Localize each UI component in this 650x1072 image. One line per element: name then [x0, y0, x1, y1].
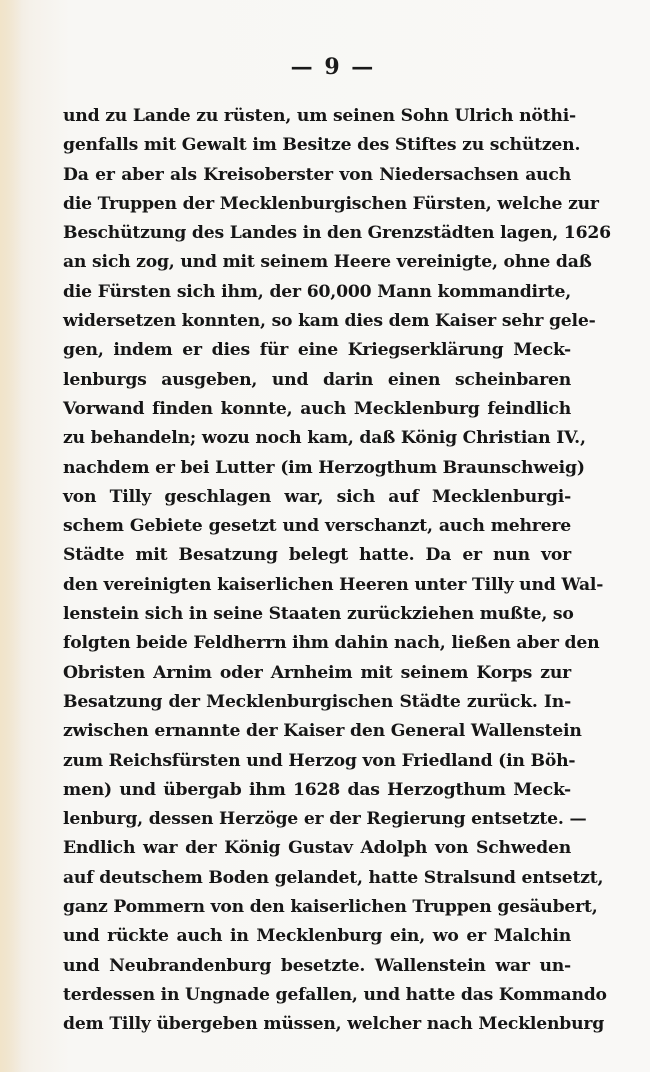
text-line: men) und übergab ihm 1628 das Herzogthum Meck- [63, 779, 571, 800]
text-line: widersetzen konnten, so kam dies dem Kaiser sehr gele- [63, 311, 596, 332]
text-line: folgten beide Feldherrn ihm dahin nach, ließen aber den [63, 633, 600, 654]
text-line: zu behandeln; wozu noch kam, daß König Christian IV., [63, 428, 586, 449]
text-line: die Truppen der Mecklenburgischen Fürsten, welche zur [63, 193, 599, 214]
text-line: Endlich war der König Gustav Adolph von Schweden [63, 838, 571, 859]
text-line: Städte mit Besatzung belegt hatte. Da er nun vor [63, 545, 571, 566]
text-line: und Neubrandenburg besetzte. Wallenstein war un- [63, 955, 571, 976]
text-line: Vorwand finden konnte, auch Mecklenburg feindlich [63, 398, 571, 419]
text-line: Da er aber als Kreisoberster von Niedersachsen auch [63, 164, 571, 185]
text-line: gen, indem er dies für eine Kriegserklärung Meck- [63, 340, 571, 361]
body-text [63, 102, 611, 1040]
text-line: terdessen in Ungnade gefallen, und hatte das Kommando [63, 984, 607, 1005]
text-line: und zu Lande zu rüsten, um seinen Sohn Ulrich nöthi- [63, 106, 576, 126]
text-line: und rückte auch in Mecklenburg ein, wo er Malchin [63, 926, 571, 947]
text-line: ganz Pommern von den kaiserlichen Truppen gesäubert, [63, 897, 598, 918]
text-line: die Fürsten sich ihm, der 60,000 Mann kommandirte, [63, 281, 571, 302]
text-line: lenstein sich in seine Staaten zurückziehen mußte, so [63, 604, 574, 625]
text-line: lenburg, dessen Herzöge er der Regierung entsetzte. — [63, 809, 587, 830]
text-line: auf deutschem Boden gelandet, hatte Stralsund entsetzt, [63, 867, 604, 888]
text-line: schem Gebiete gesetzt und verschanzt, auch mehrere [63, 516, 571, 537]
text-line: an sich zog, und mit seinem Heere vereinigte, ohne daß [63, 252, 592, 273]
text-line: Besatzung der Mecklenburgischen Städte zurück. In- [63, 691, 571, 712]
text-line: Obristen Arnim oder Arnheim mit seinem Korps zur [63, 662, 571, 683]
text-line: Beschützung des Landes in den Grenzstädten lagen, 1626 [63, 223, 611, 244]
text-line: zwischen ernannte der Kaiser den General Wallenstein [63, 721, 582, 742]
text-line: nachdem er bei Lutter (im Herzogthum Braunschweig) [63, 457, 585, 478]
text-line: lenburgs ausgeben, und darin einen scheinbaren [63, 369, 571, 390]
page-number: — 9 — [290, 54, 376, 80]
text-line: zum Reichsfürsten und Herzog von Friedland (in Böh- [63, 750, 576, 771]
page-gutter-shadow [0, 0, 22, 1072]
text-line: von Tilly geschlagen war, sich auf Mecklenburgi- [63, 486, 571, 507]
text-line: den vereinigten kaiserlichen Heeren unter Tilly und Wal- [63, 574, 604, 595]
text-line: dem Tilly übergeben müssen, welcher nach Mecklenburg [63, 1014, 605, 1035]
text-line: genfalls mit Gewalt im Besitze des Stiftes zu schützen. [63, 135, 581, 156]
